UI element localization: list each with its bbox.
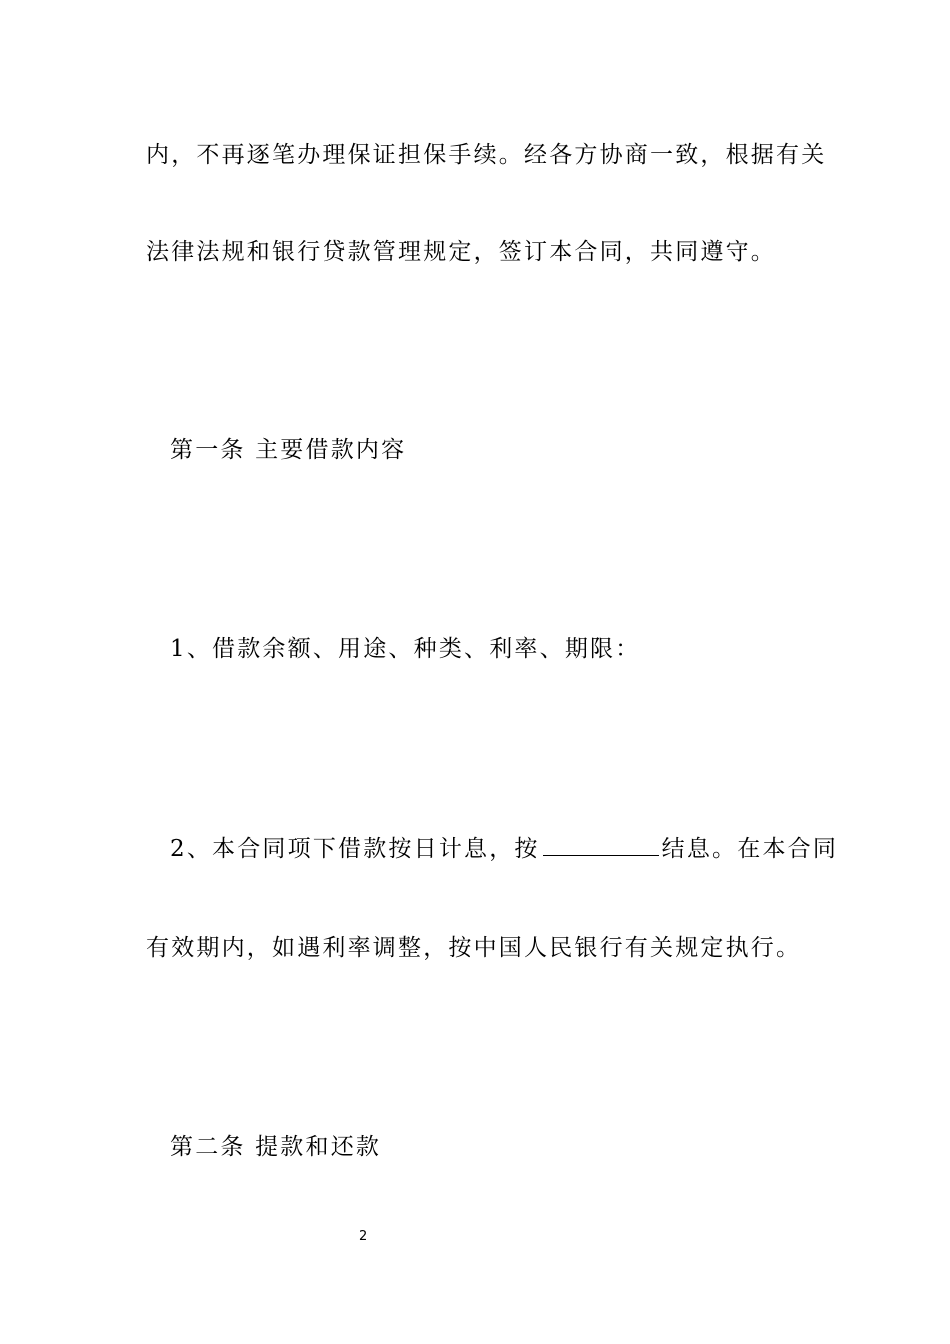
clause-2-text-start: 2、本合同项下借款按日计息，按	[170, 836, 540, 862]
article-1-heading: 第一条 主要借款内容	[170, 437, 407, 463]
article-2-heading: 第二条 提款和还款	[170, 1134, 382, 1160]
paragraph-line-2: 法律法规和银行贷款管理规定，签订本合同，共同遵守。	[146, 239, 776, 265]
clause-1-text: 1、借款余额、用途、种类、利率、期限：	[170, 636, 641, 662]
page-number: 2	[359, 1229, 368, 1244]
clause-2-continuation: 有效期内，如遇利率调整，按中国人民银行有关规定执行。	[146, 935, 802, 961]
clause-2-line	[170, 834, 838, 864]
clause-2-text-end: 结息。在本合同	[661, 836, 839, 862]
paragraph-line-1: 内，不再逐笔办理保证担保手续。经各方协商一致，根据有关	[146, 142, 827, 168]
blank-fill-line	[543, 837, 659, 856]
